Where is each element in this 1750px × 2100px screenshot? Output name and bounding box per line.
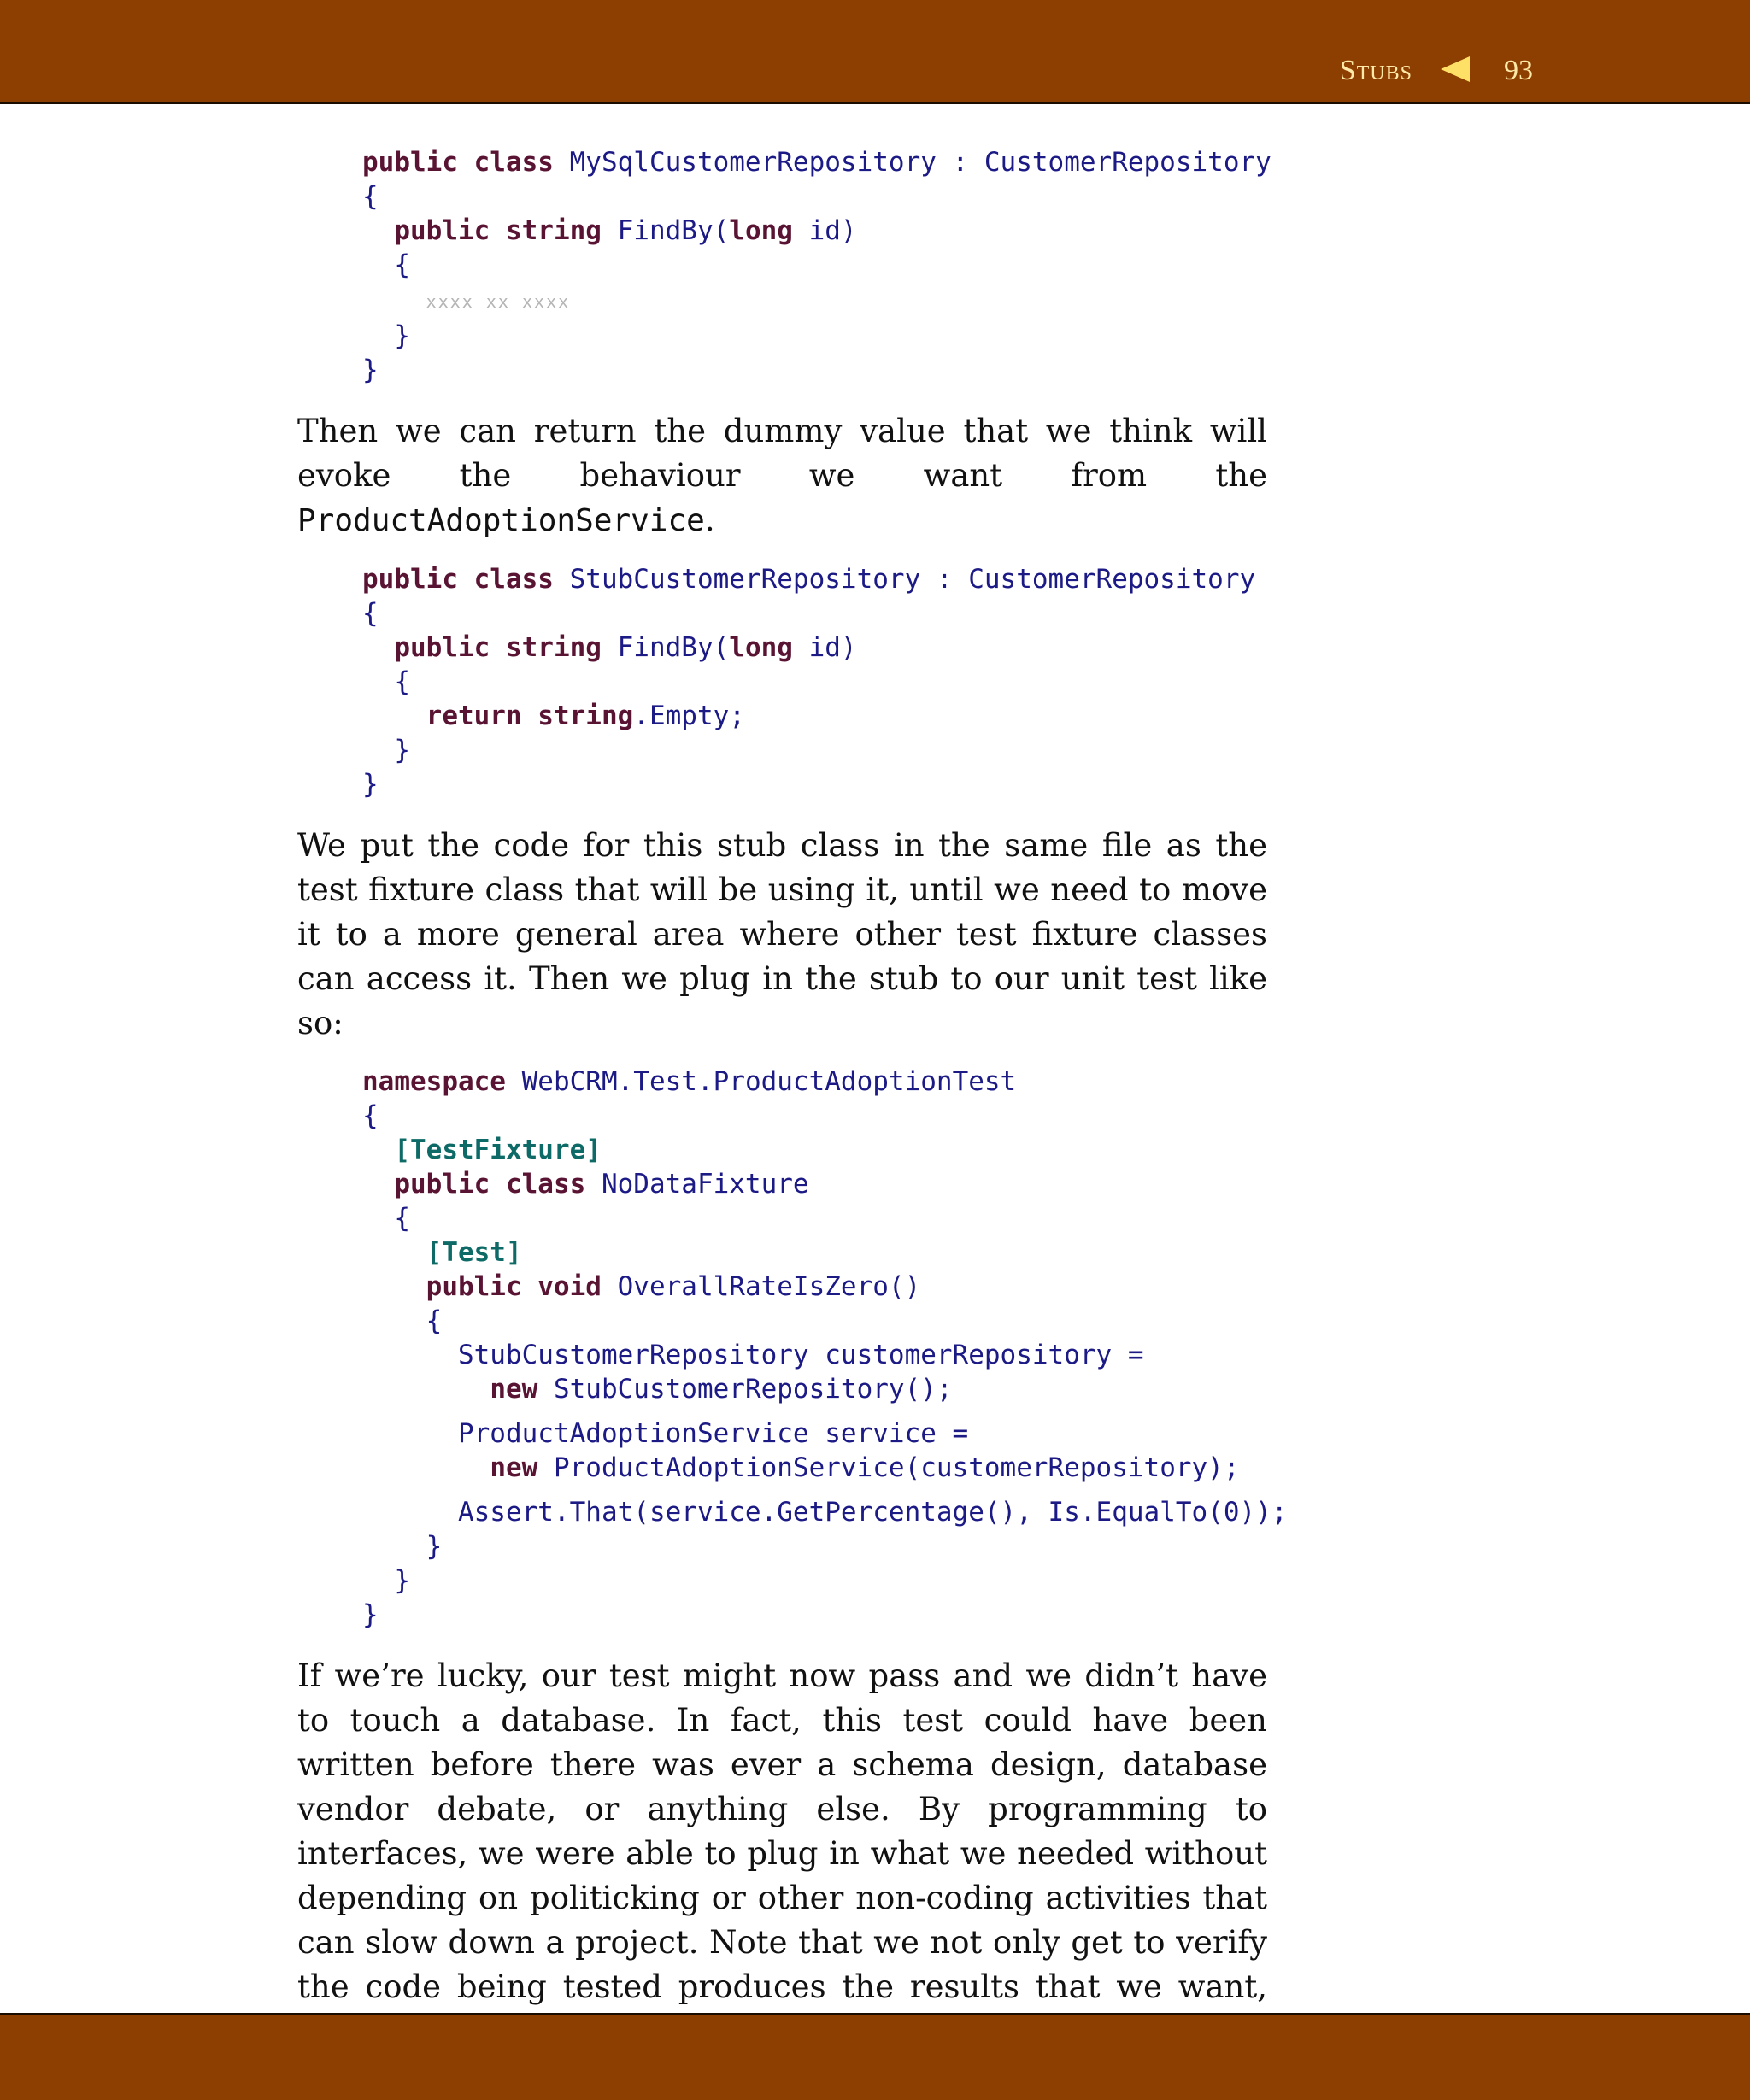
page-number: 93	[1504, 55, 1533, 86]
code-line: {	[362, 181, 379, 212]
code-line: namespace WebCRM.Test.ProductAdoptionTest	[362, 1066, 1017, 1097]
running-header-title: Stubs	[1339, 55, 1412, 86]
code-line: [Test]	[426, 1237, 522, 1268]
code-line: {	[394, 666, 410, 697]
code-line: public class MySqlCustomerRepository : CustomerRepository	[362, 147, 1271, 178]
code-line: public void OverallRateIsZero()	[426, 1271, 921, 1302]
code-line: }	[394, 320, 410, 351]
code-line: Assert.That(service.GetPercentage(), Is.EqualTo(0));	[457, 1497, 1288, 1528]
code-line: public class StubCustomerRepository : CustomerRepository	[362, 564, 1256, 595]
code-line: {	[394, 1203, 410, 1234]
paragraph-stub-placement: We put the code for this stub class in the same file as the test fixture class that will be using it, until we need to move it to a more general area where other test fixture classes can access it. Then we plug in the stub to our unit test like so:	[297, 827, 1267, 1041]
code-block-test-fixture	[362, 1065, 1288, 1632]
code-block-mysql-repository	[362, 145, 1271, 387]
page-footer-banner	[0, 2013, 1750, 2100]
code-line: {	[426, 1305, 443, 1336]
code-line: ProductAdoptionService service =	[457, 1418, 969, 1449]
code-line: return string.Empty;	[426, 701, 745, 731]
code-line: new StubCustomerRepository();	[490, 1374, 953, 1405]
code-line: StubCustomerRepository customerRepository =	[457, 1340, 1144, 1370]
code-line: }	[426, 1531, 443, 1562]
code-line: public string FindBy(long id)	[394, 215, 857, 246]
paragraph-lucky-test: If we’re lucky, our test might now pass and we didn’t have to touch a database. In fact, this test could have been written before there was ever a schema design, database vendor debate, or anything else. By programming to interfaces, we were able to plug in what we needed without depending on politicking or other non-coding activities that can slow down a project. Note that we not only get to verify the code being tested produces the results that we want,	[297, 1657, 1267, 2005]
code-line: }	[362, 355, 379, 385]
page-header-banner	[0, 0, 1750, 104]
code-line: }	[394, 1565, 410, 1596]
code-line: public class NoDataFixture	[394, 1169, 809, 1200]
code-line-obscured: xxxx xx xxxx	[426, 291, 571, 312]
code-line: {	[362, 598, 379, 629]
code-line: new ProductAdoptionService(customerRepository);	[490, 1452, 1240, 1483]
code-line: {	[362, 1100, 379, 1131]
code-line: }	[362, 1599, 379, 1630]
paragraph-dummy-value: Then we can return the dummy value that we think will evoke the behaviour we want from the ProductAdoptionService.	[297, 413, 1267, 538]
code-line: }	[362, 769, 379, 800]
code-line: [TestFixture]	[394, 1135, 602, 1165]
page-content	[297, 145, 1288, 2054]
code-line: public string FindBy(long id)	[394, 632, 857, 663]
code-block-stub-repository	[362, 562, 1267, 801]
code-line: {	[394, 249, 410, 280]
code-line: }	[394, 735, 410, 766]
left-triangle-icon	[1441, 56, 1470, 82]
